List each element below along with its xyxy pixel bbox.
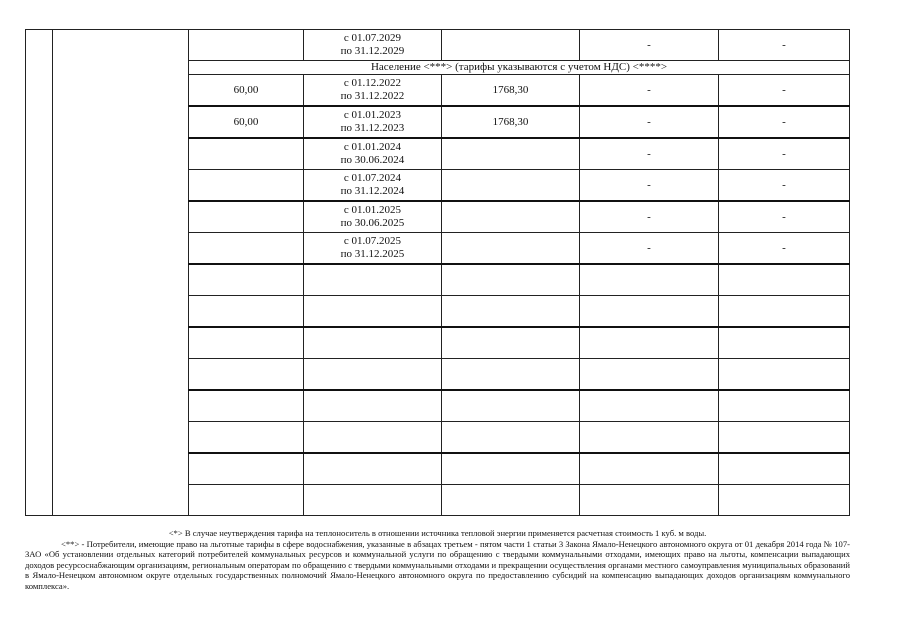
dash-cell: - <box>719 106 850 138</box>
footnote-1: <*> В случае неутверждения тарифа на теплоноситель в отношении источника тепловой энергии применяется расчетная стоимость 1 куб. м воды. <box>168 528 707 538</box>
period-to: по 31.12.2024 <box>340 185 405 197</box>
period-cell <box>304 138 442 170</box>
dash-cell: - <box>719 233 850 265</box>
value-cell <box>189 170 304 202</box>
section-header: Население <***> (тарифы указываются с учетом НДС) <****> <box>189 61 850 75</box>
value-cell <box>189 233 304 265</box>
value-cell: 60,00 <box>189 75 304 107</box>
value-cell: 60,00 <box>189 106 304 138</box>
period-from: с 01.07.2024 <box>343 172 402 184</box>
period-to: по 31.12.2025 <box>340 248 405 260</box>
period-cell <box>304 30 442 61</box>
period-cell <box>304 106 442 138</box>
value-cell <box>189 30 304 61</box>
dash-cell: - <box>580 233 719 265</box>
period-from: с 01.12.2022 <box>343 77 402 89</box>
dash-cell: - <box>580 106 719 138</box>
table-row <box>26 30 850 61</box>
period-from: с 01.01.2023 <box>343 109 402 121</box>
tariff-cell <box>442 201 580 233</box>
period-cell <box>304 233 442 265</box>
value-cell <box>189 138 304 170</box>
footnote-2: <**> - Потребители, имеющие право на льготные тарифы в сфере водоснабжения, указанные в абзацах третьем - пятом части 1 статьи 3 Закона Ямало-Ненецкого автономного округа от 01 декабря 2014 года № 107-ЗАО «Об установлении отдельных категорий потребителей коммунальных ресурсов и коммунальной услуги по обращению с твердыми коммунальными отходами, имеющих право на льготы, компенсации выпадающих доходов ресурсоснабжающим организациям, региональным операторам по обращению с твердыми коммунальными отходами и прекращении осуществления органами местного самоуправления муниципальных образований в Ямало-Ненецком автономном округе отдельных государственных полномочий Ямало-Ненецкого автономного округа по предоставлению субсидий на компенсацию выпадающих доходов организациям коммунального комплекса». <box>25 538 850 591</box>
dash-cell: - <box>719 30 850 61</box>
dash-cell: - <box>580 201 719 233</box>
dash-cell: - <box>719 201 850 233</box>
tariff-cell: 1768,30 <box>442 75 580 107</box>
period-cell <box>304 201 442 233</box>
period-from: с 01.07.2029 <box>343 32 402 44</box>
tariff-cell <box>442 170 580 202</box>
footnotes <box>25 528 850 592</box>
period-from: с 01.01.2025 <box>343 204 402 216</box>
tariff-cell <box>442 30 580 61</box>
tariff-cell <box>442 233 580 265</box>
period-cell <box>304 170 442 202</box>
tariff-table <box>25 29 850 516</box>
period-from: с 01.07.2025 <box>343 235 402 247</box>
dash-cell: - <box>719 170 850 202</box>
tariff-cell: 1768,30 <box>442 106 580 138</box>
dash-cell: - <box>580 170 719 202</box>
dash-cell: - <box>719 75 850 107</box>
dash-cell: - <box>719 138 850 170</box>
period-to: по 31.12.2029 <box>340 45 405 57</box>
dash-cell: - <box>580 30 719 61</box>
dash-cell: - <box>580 138 719 170</box>
period-from: с 01.01.2024 <box>343 141 402 153</box>
dash-cell: - <box>580 75 719 107</box>
value-cell <box>189 201 304 233</box>
merged-cell-b <box>53 30 189 516</box>
period-to: по 30.06.2025 <box>340 217 405 229</box>
merged-cell-a <box>26 30 53 516</box>
period-to: по 31.12.2022 <box>340 90 405 102</box>
period-to: по 31.12.2023 <box>340 122 405 134</box>
period-to: по 30.06.2024 <box>340 154 405 166</box>
period-cell <box>304 75 442 107</box>
tariff-cell <box>442 138 580 170</box>
